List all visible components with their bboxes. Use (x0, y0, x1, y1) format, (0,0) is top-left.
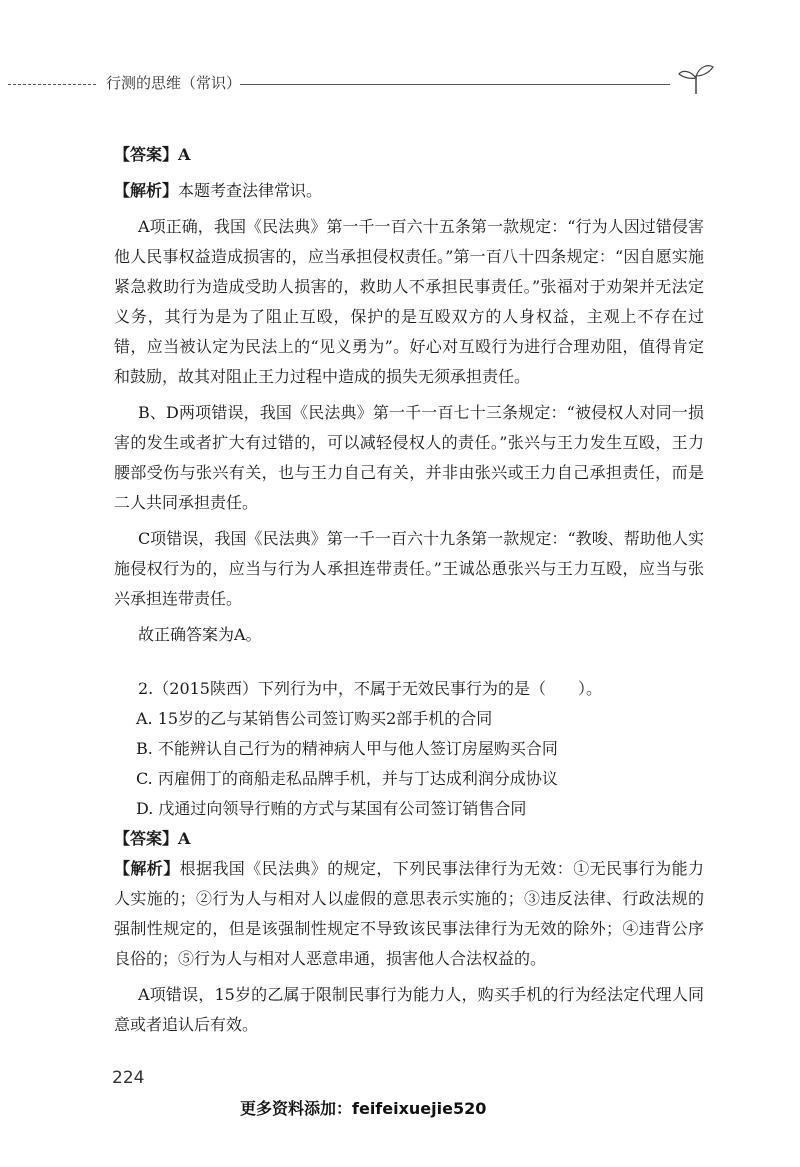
option-a: A. 15岁的乙与某销售公司签订购买2部手机的合同 (136, 709, 493, 728)
sprout-logo-icon (676, 60, 716, 96)
analysis-line-1 (114, 176, 704, 206)
answer-label: 【答案】 (114, 829, 179, 848)
conclusion-line: 故正确答案为A。 (138, 625, 262, 644)
paragraph-option-a-2: A项错误，15岁的乙属于限制民事行为能力人，购买手机的行为经法定代理人同意或者追认后有效。 (114, 985, 704, 1034)
answer-line-1 (114, 140, 704, 170)
page-number: 224 (112, 1068, 145, 1088)
header-rule (240, 84, 670, 85)
paragraph-option-bd: B、D两项错误，我国《民法典》第一千一百七十三条规定：“被侵权人对同一损害的发生或者扩大有过错的，可以减轻侵权人的责任。”张兴与王力发生互殴，王力腰部受伤与张兴有关，也与王力自己有关，并非由张兴或王力自己承担责任，而是二人共同承担责任。 (114, 403, 704, 512)
answer-value: A (178, 829, 191, 848)
option-d: D. 戊通过向领导行贿的方式与某国有公司签订销售合同 (136, 799, 527, 818)
option-b: B. 不能辨认自己行为的精神病人甲与他人签订房屋购买合同 (136, 739, 558, 758)
analysis-text: 本题考查法律常识。 (178, 181, 323, 200)
page-header (0, 64, 800, 104)
footer-text: 更多资料添加：feifeixuejie520 (240, 1099, 487, 1118)
header-dashed-line (8, 84, 96, 85)
option-c: C. 丙雇佣丁的商船走私品牌手机，并与丁达成利润分成协议 (136, 769, 558, 788)
analysis-label: 【解析】 (114, 859, 180, 878)
analysis-label: 【解析】 (114, 181, 179, 200)
page-content (114, 140, 704, 1040)
answer-value: A (178, 145, 191, 164)
answer-label: 【答案】 (114, 145, 179, 164)
paragraph-option-c: C项错误，我国《民法典》第一千一百六十九条第一款规定：“教唆、帮助他人实施侵权行为的，应当与行为人承担连带责任。”王诚怂恿张兴与王力互殴，应当与张兴承担连带责任。 (114, 529, 704, 608)
analysis-line-2 (114, 854, 704, 974)
analysis-text: 根据我国《民法典》的规定，下列民事法律行为无效：①无民事行为能力人实施的；②行为人与相对人以虚假的意思表示实施的；③违反法律、行政法规的强制性规定的，但是该强制性规定不导致该民事法律行为无效的除外；④违背公序良俗的；⑤行为人与相对人恶意串通，损害他人合法权益的。 (114, 859, 704, 968)
question-2: 2.（2015陕西）下列行为中，不属于无效民事行为的是（ ）。 (138, 679, 602, 698)
header-title: 行测的思维（常识） (106, 74, 242, 92)
paragraph-option-a: A项正确，我国《民法典》第一千一百六十五条第一款规定：“行为人因过错侵害他人民事权益造成损害的，应当承担侵权责任。”第一百八十四条规定：“因自愿实施紧急救助行为造成受助人损害的，救助人不承担民事责任。”张福对于劝架并无法定义务，其行为是为了阻止互殴，保护的是互殴双方的人身权益，主观上不存在过错，应当被认定为民法上的“见义勇为”。好心对互殴行为进行合理劝阻，值得肯定和鼓励，故其对阻止王力过程中造成的损失无须承担责任。 (114, 217, 704, 386)
answer-line-2 (114, 824, 704, 854)
